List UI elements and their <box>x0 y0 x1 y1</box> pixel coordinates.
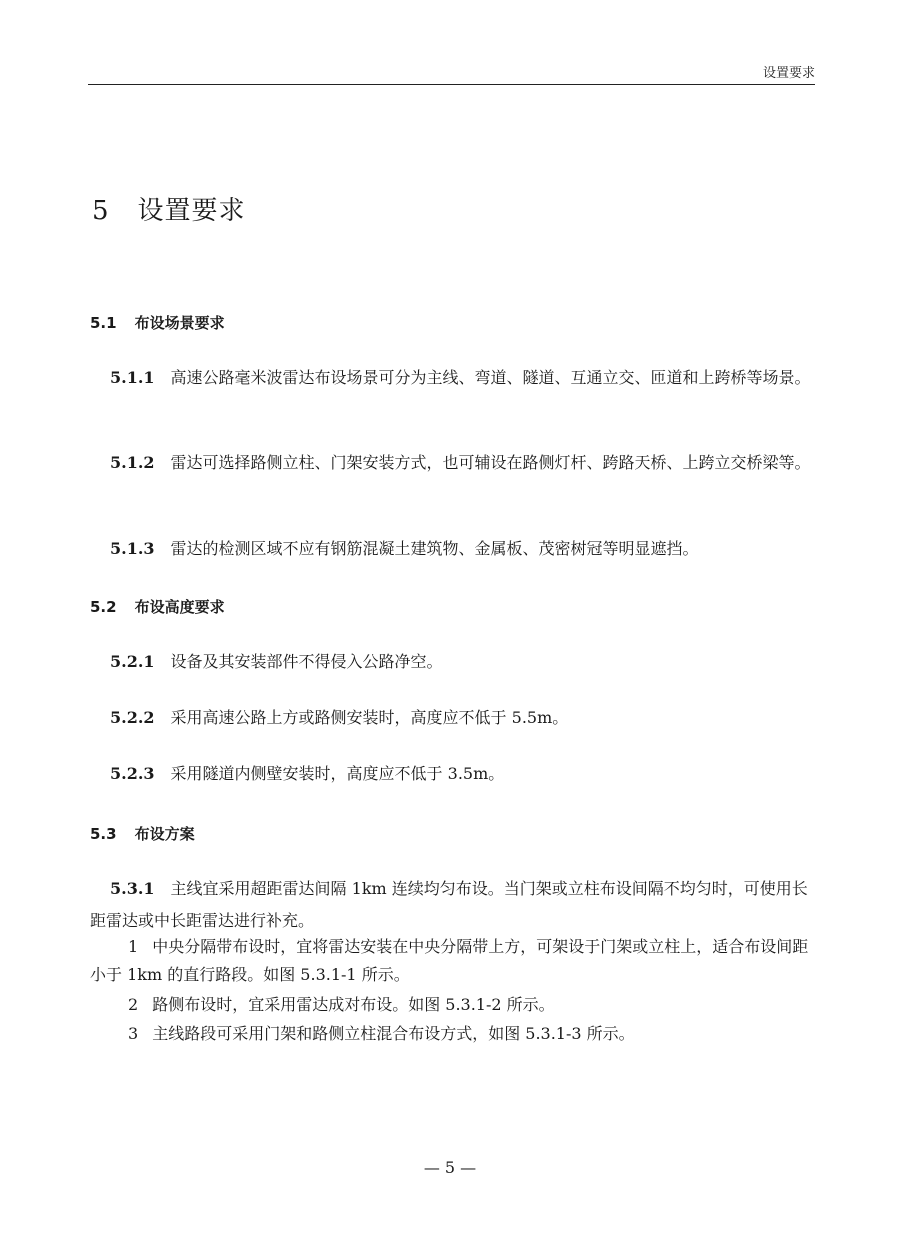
section-title: 布设场景要求 <box>134 314 225 332</box>
clause-text: 高速公路毫米波雷达布设场景可分为主线、弯道、隧道、互通立交、匝道和上跨桥等场景。 <box>170 368 811 387</box>
clause-text: 雷达可选择路侧立柱、门架安装方式，也可辅设在路侧灯杆、跨路天桥、上跨立交桥梁等。 <box>170 453 811 472</box>
chapter-title <box>92 190 246 227</box>
list-item <box>90 933 818 989</box>
section-number: 5.2 <box>90 598 117 616</box>
clause-text: 采用高速公路上方或路侧安装时，高度应不低于 5.5m。 <box>170 708 569 727</box>
list-item-number: 2 <box>128 995 139 1014</box>
running-header: 设置要求 <box>762 66 815 81</box>
clause-number: 5.3.1 <box>110 879 155 898</box>
clause-text: 设备及其安装部件不得侵入公路净空。 <box>170 652 443 671</box>
clause-number: 5.1.3 <box>110 539 155 558</box>
clause-text: 主线宜采用超距雷达间隔 1km 连续均匀布设。当门架或立柱布设间隔不均匀时，可使用长距雷达或中长距雷达进行补充。 <box>90 879 808 930</box>
list-item <box>90 1020 818 1048</box>
clause <box>90 873 818 937</box>
section-heading <box>90 823 195 844</box>
list-item-text: 主线路段可采用门架和路侧立柱混合布设方式，如图 5.3.1-3 所示。 <box>152 1024 635 1043</box>
section-number: 5.1 <box>90 314 117 332</box>
list-item-number: 3 <box>128 1024 139 1043</box>
section-heading <box>90 596 225 617</box>
list-item-number: 1 <box>128 937 139 956</box>
clause <box>90 702 818 734</box>
clause-text: 采用隧道内侧壁安装时，高度应不低于 3.5m。 <box>170 764 505 783</box>
list-item-text: 中央分隔带布设时，宜将雷达安装在中央分隔带上方，可架设于门架或立柱上，适合布设间距小于 1km 的直行路段。如图 5.3.1-1 所示。 <box>90 937 809 984</box>
section-title: 布设高度要求 <box>134 598 225 616</box>
page-number: — 5 — <box>423 1158 477 1177</box>
clause <box>90 362 818 394</box>
clause <box>90 646 818 678</box>
clause-text: 雷达的检测区域不应有钢筋混凝土建筑物、金属板、茂密树冠等明显遮挡。 <box>170 539 699 558</box>
clause <box>90 447 818 479</box>
chapter-title-text: 设置要求 <box>137 196 246 226</box>
list-item <box>90 991 818 1019</box>
section-heading <box>90 312 225 333</box>
clause <box>90 533 818 565</box>
clause-number: 5.2.3 <box>110 764 155 783</box>
clause-number: 5.1.1 <box>110 368 155 387</box>
chapter-number: 5 <box>92 196 110 226</box>
clause-number: 5.1.2 <box>110 453 155 472</box>
section-number: 5.3 <box>90 825 117 843</box>
clause <box>90 758 818 790</box>
clause-number: 5.2.2 <box>110 708 155 727</box>
list-item-text: 路侧布设时，宜采用雷达成对布设。如图 5.3.1-2 所示。 <box>152 995 555 1014</box>
header-rule <box>88 84 815 85</box>
clause-number: 5.2.1 <box>110 652 155 671</box>
section-title: 布设方案 <box>134 825 195 843</box>
